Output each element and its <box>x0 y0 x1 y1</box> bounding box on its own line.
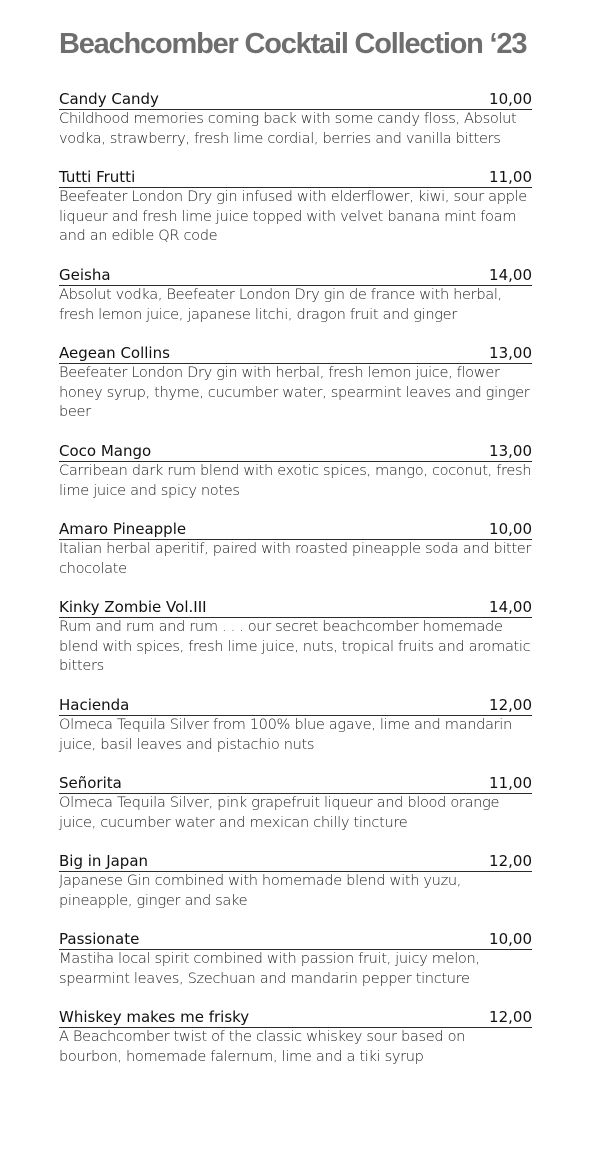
item-name: Big in Japan <box>59 852 149 870</box>
menu-item <box>59 343 532 441</box>
item-price: 10,00 <box>489 930 532 948</box>
item-description: Carribean dark rum blend with exotic spices, mango, coconut, fresh lime juice and spicy notes <box>59 462 532 499</box>
item-description: Mastiha local spirit combined with passion fruit, juicy melon, spearmint leaves, Szechuan and mandarin pepper tincture <box>59 950 480 987</box>
item-price: 12,00 <box>489 852 532 870</box>
item-header <box>59 89 532 110</box>
menu-item <box>59 265 532 343</box>
menu-item <box>59 519 532 597</box>
menu-item <box>59 89 532 167</box>
menu-item <box>59 1007 532 1085</box>
item-header <box>59 265 532 286</box>
item-price: 13,00 <box>489 344 532 362</box>
item-header <box>59 695 532 716</box>
item-price: 13,00 <box>489 442 532 460</box>
item-name: Señorita <box>59 774 122 792</box>
item-name: Whiskey makes me frisky <box>59 1008 250 1026</box>
item-header <box>59 167 532 188</box>
item-description: Olmeca Tequila Silver from 100% blue agave, lime and mandarin juice, basil leaves and pistachio nuts <box>59 716 512 753</box>
item-header <box>59 519 532 540</box>
item-header <box>59 597 532 618</box>
item-description: Beefeater London Dry gin infused with elderflower, kiwi, sour apple liqueur and fresh lime juice topped with velvet banana mint foam and an edible QR code <box>59 188 527 245</box>
menu-title: Beachcomber Cocktail Collection ‘23 <box>59 28 527 60</box>
item-name: Hacienda <box>59 696 130 714</box>
item-name: Coco Mango <box>59 442 152 460</box>
item-header <box>59 929 532 950</box>
menu-item <box>59 773 532 851</box>
item-name: Kinky Zombie Vol.III <box>59 598 207 616</box>
item-price: 10,00 <box>489 520 532 538</box>
menu-item <box>59 167 532 265</box>
item-price: 10,00 <box>489 90 532 108</box>
item-price: 12,00 <box>489 696 532 714</box>
item-name: Aegean Collins <box>59 344 170 362</box>
cocktail-list <box>59 89 532 1085</box>
item-header <box>59 1007 532 1028</box>
menu-item <box>59 695 532 773</box>
menu-item <box>59 441 532 519</box>
menu-item <box>59 597 532 695</box>
item-price: 14,00 <box>489 598 532 616</box>
item-price: 11,00 <box>489 168 532 186</box>
item-header <box>59 851 532 872</box>
item-description: Olmeca Tequila Silver, pink grapefruit liqueur and blood orange juice, cucumber water and mexican chilly tincture <box>59 794 500 831</box>
item-name: Candy Candy <box>59 90 159 108</box>
item-header <box>59 773 532 794</box>
item-description: Beefeater London Dry gin with herbal, fresh lemon juice, flower honey syrup, thyme, cucumber water, spearmint leaves and ginger beer <box>59 364 530 421</box>
item-description: Japanese Gin combined with homemade blend with yuzu, pineapple, ginger and sake <box>59 872 462 909</box>
item-name: Tutti Frutti <box>59 168 136 186</box>
item-name: Passionate <box>59 930 140 948</box>
item-description: Childhood memories coming back with some candy floss, Absolut vodka, strawberry, fresh lime cordial, berries and vanilla bitters <box>59 110 517 147</box>
item-header <box>59 343 532 364</box>
item-price: 12,00 <box>489 1008 532 1026</box>
menu-item <box>59 929 532 1007</box>
item-header <box>59 441 532 462</box>
item-name: Amaro Pineapple <box>59 520 187 538</box>
item-description: A Beachcomber twist of the classic whiskey sour based on bourbon, homemade falernum, lime and a tiki syrup <box>59 1028 466 1065</box>
item-description: Italian herbal aperitif, paired with roasted pineapple soda and bitter chocolate <box>59 540 532 577</box>
menu-item <box>59 851 532 929</box>
item-description: Absolut vodka, Beefeater London Dry gin de france with herbal, fresh lemon juice, japanese litchi, dragon fruit and ginger <box>59 286 502 323</box>
item-price: 14,00 <box>489 266 532 284</box>
item-description: Rum and rum and rum . . . our secret beachcomber homemade blend with spices, fresh lime juice, nuts, tropical fruits and aromatic bitters <box>59 618 531 675</box>
item-price: 11,00 <box>489 774 532 792</box>
item-name: Geisha <box>59 266 111 284</box>
